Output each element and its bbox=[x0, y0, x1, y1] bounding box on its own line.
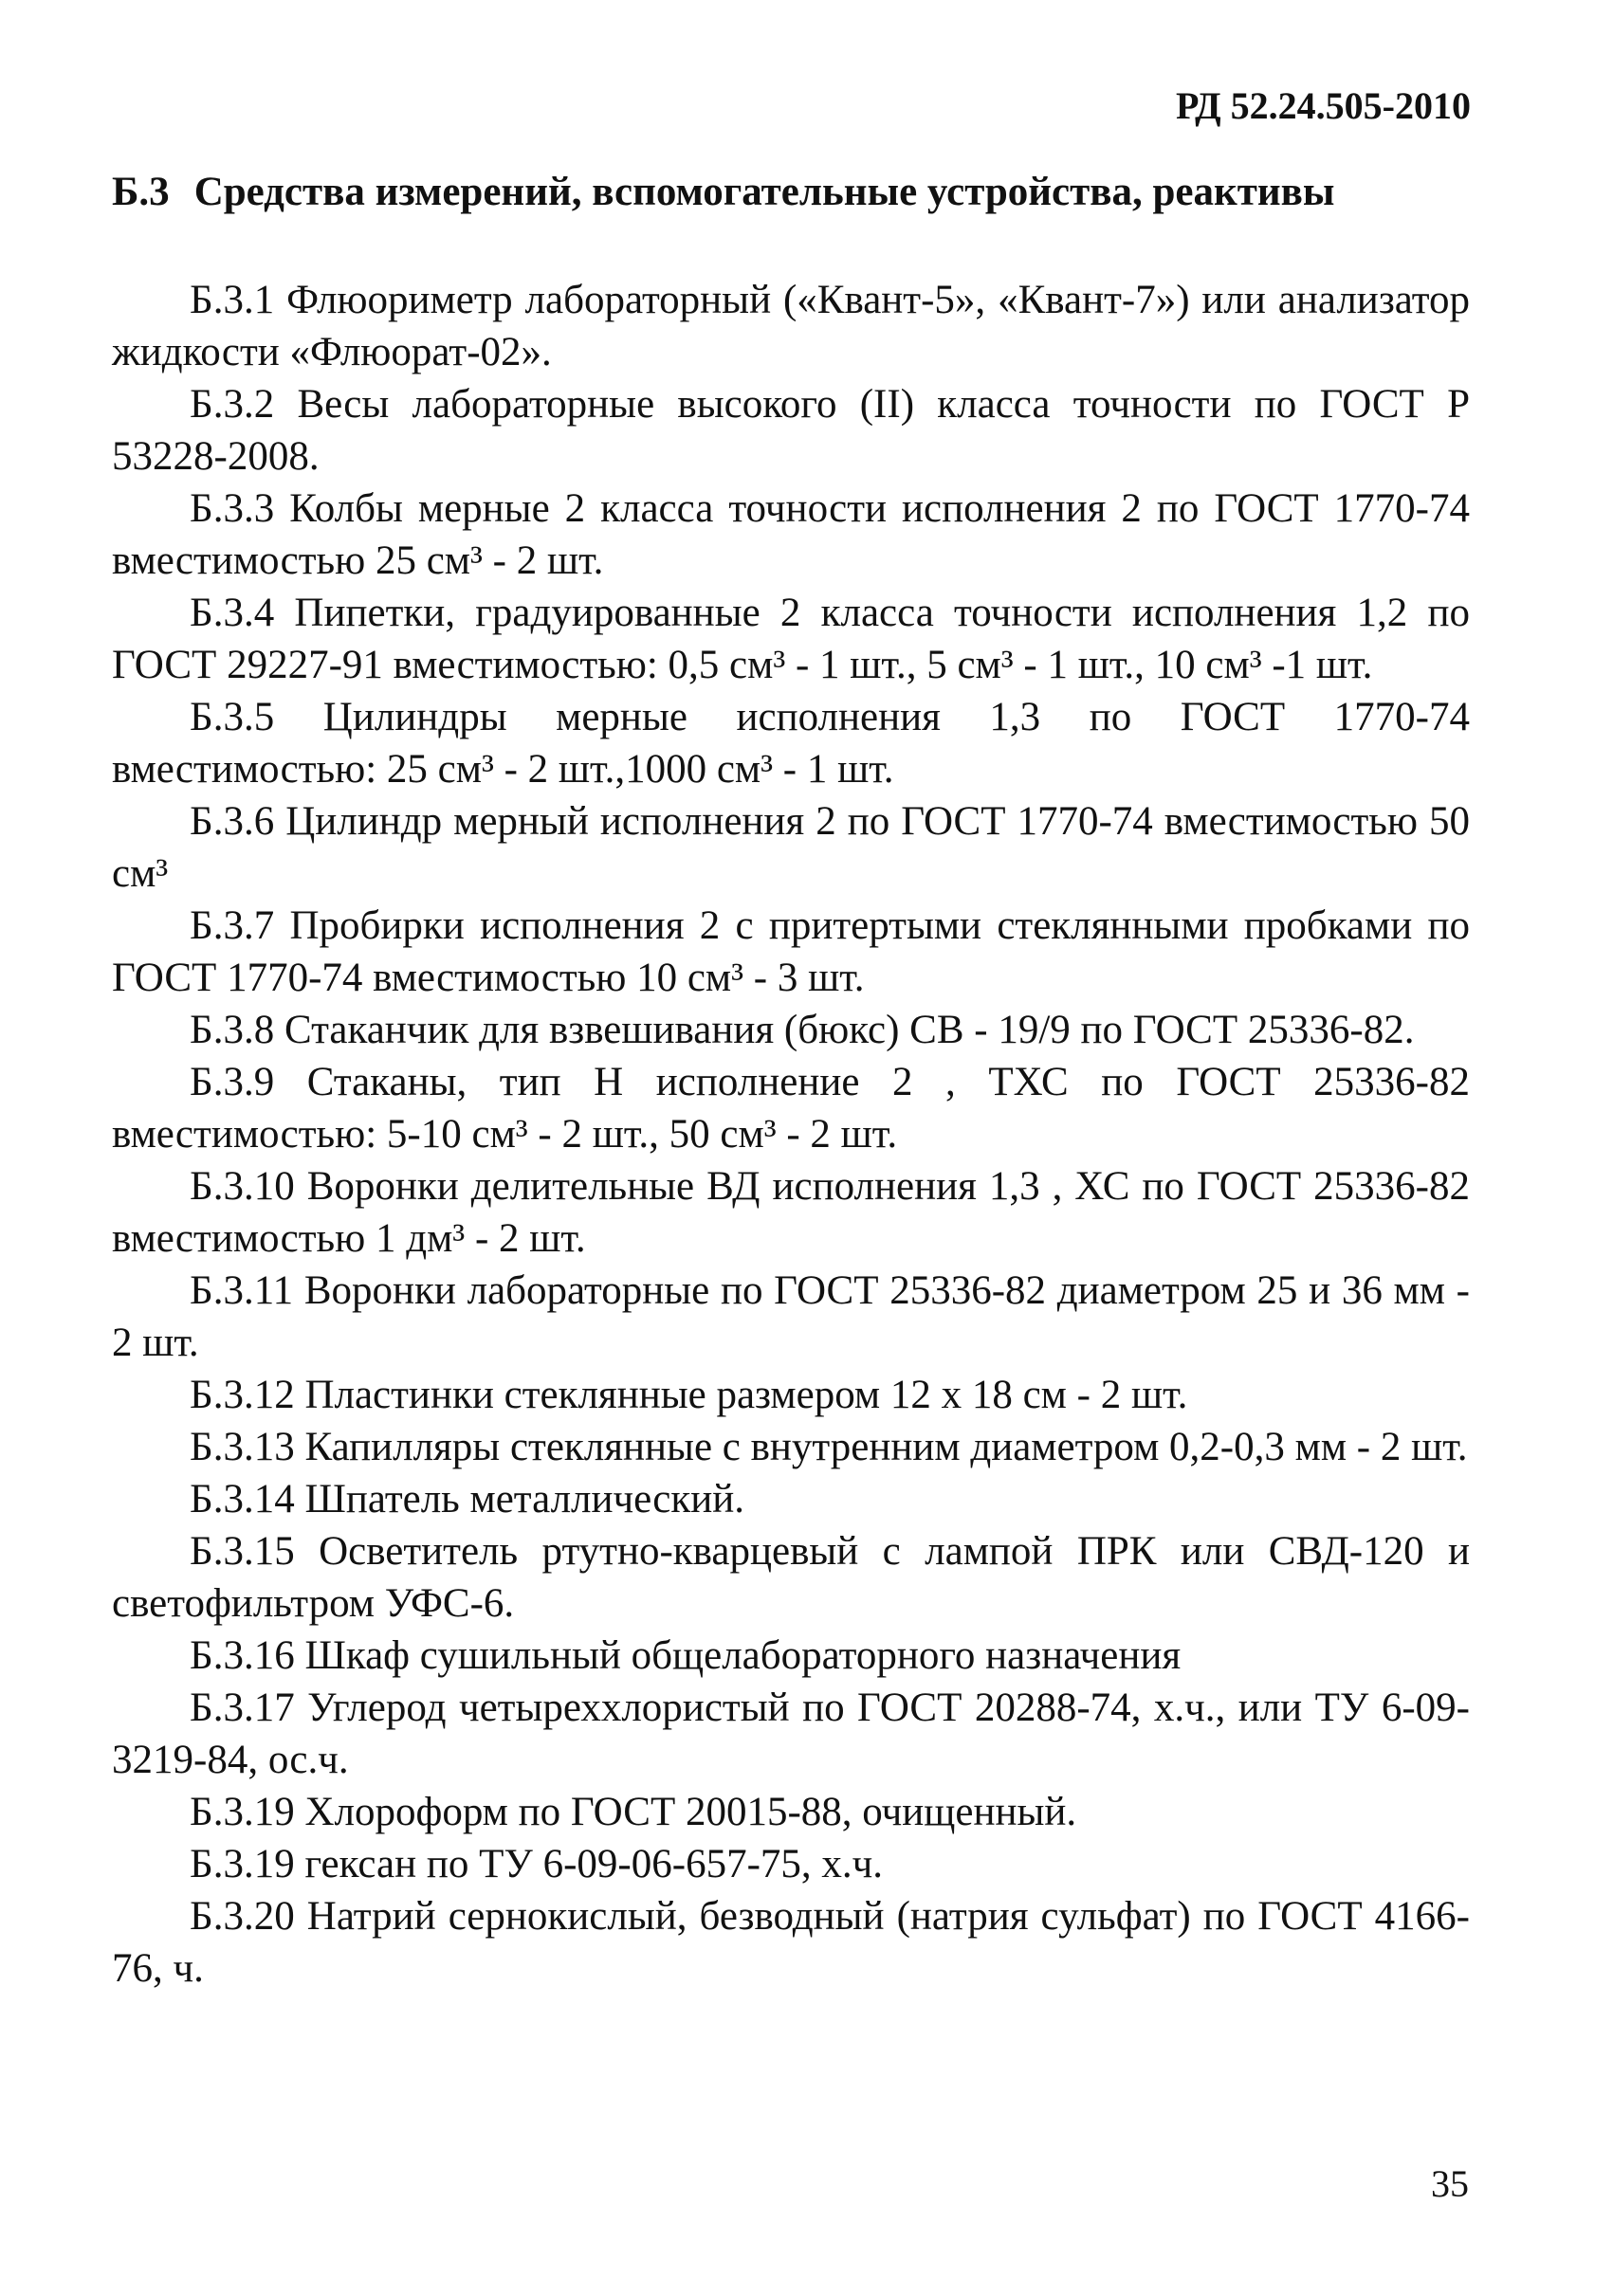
item-text: Капилляры стеклянные с внутренним диаметром 0,2-0,3 мм - 2 шт. bbox=[304, 1425, 1468, 1469]
item-text: Флюориметр лабораторный («Квант-5», «Квант-7») или анализатор жидкости «Флюорат-02». bbox=[112, 278, 1471, 374]
item-number: Б.3.4 bbox=[190, 591, 275, 635]
item-number: Б.3.5 bbox=[190, 695, 275, 739]
section-number: Б.3 bbox=[112, 170, 170, 214]
item-number: Б.3.8 bbox=[190, 1008, 275, 1052]
item-text: Шпатель металлический. bbox=[304, 1477, 745, 1522]
item-number: Б.3.15 bbox=[190, 1529, 295, 1574]
item-number: Б.3.11 bbox=[190, 1268, 294, 1313]
list-item bbox=[112, 1421, 1470, 1473]
item-text: Стаканчик для взвешивания (бюкс) СВ - 19/9 по ГОСТ 25336-82. bbox=[284, 1008, 1415, 1052]
item-number: Б.3.3 bbox=[190, 486, 275, 531]
document-code: РД 52.24.505-2010 bbox=[1176, 84, 1471, 127]
list-item bbox=[112, 1525, 1470, 1630]
item-number: Б.3.12 bbox=[190, 1373, 295, 1417]
item-number: Б.3.19 bbox=[190, 1790, 295, 1834]
item-text: Пипетки, градуированные 2 класса точности исполнения 1,2 по ГОСТ 29227-91 вместимостью: 0,5 см³ - 1 шт., 5 см³ - 1 шт., 10 см³ -1 шт. bbox=[112, 591, 1471, 687]
item-text: Пробирки исполнения 2 с притертыми стеклянными пробками по ГОСТ 1770-74 вместимостью 10 см³ - 3 шт. bbox=[112, 903, 1471, 1000]
item-number: Б.3.1 bbox=[190, 278, 275, 322]
list-item bbox=[112, 274, 1470, 378]
list-item bbox=[112, 1838, 1470, 1890]
item-number: Б.3.2 bbox=[190, 382, 275, 427]
item-text: Углерод четыреххлористый по ГОСТ 20288-74, х.ч., или ТУ 6-09-3219-84, ос.ч. bbox=[112, 1686, 1470, 1782]
item-number: Б.3.20 bbox=[190, 1894, 295, 1939]
list-item bbox=[112, 795, 1470, 900]
list-item bbox=[112, 483, 1470, 587]
section-heading bbox=[112, 166, 1470, 219]
item-number: Б.3.10 bbox=[190, 1164, 295, 1209]
list-item bbox=[112, 378, 1470, 483]
item-number: Б.3.16 bbox=[190, 1633, 295, 1678]
item-text: Осветитель ртутно-кварцевый с лампой ПРК или СВД-120 и светофильтром УФС-6. bbox=[112, 1529, 1470, 1626]
item-number: Б.3.7 bbox=[190, 903, 275, 948]
item-text: Хлороформ по ГОСТ 20015-88, очищенный. bbox=[304, 1790, 1077, 1834]
item-text: Шкаф сушильный общелабораторного назначения bbox=[304, 1633, 1182, 1678]
item-number: Б.3.14 bbox=[190, 1477, 295, 1522]
list-item bbox=[112, 1369, 1470, 1421]
section-title: Средства измерений, вспомогательные устройства, реактивы bbox=[193, 170, 1335, 214]
page-content bbox=[112, 166, 1470, 1995]
item-text: Воронки лабораторные по ГОСТ 25336-82 диаметром 25 и 36 мм - 2 шт. bbox=[112, 1268, 1470, 1365]
list-item bbox=[112, 1786, 1470, 1838]
list-item bbox=[112, 1630, 1470, 1682]
item-text: Цилиндр мерный исполнения 2 по ГОСТ 1770-74 вместимостью 50 см³ bbox=[112, 799, 1471, 896]
item-text: Цилиндры мерные исполнения 1,3 по ГОСТ 1770-74 вместимостью: 25 см³ - 2 шт.,1000 см³ - 1 шт. bbox=[112, 695, 1470, 792]
items-list bbox=[112, 274, 1470, 1995]
list-item bbox=[112, 1890, 1470, 1995]
item-text: Колбы мерные 2 класса точности исполнения 2 по ГОСТ 1770-74 вместимостью 25 см³ - 2 шт. bbox=[112, 486, 1470, 583]
list-item bbox=[112, 1473, 1470, 1525]
item-text: Пластинки стеклянные размером 12 х 18 см - 2 шт. bbox=[304, 1373, 1188, 1417]
item-number: Б.3.9 bbox=[190, 1060, 275, 1104]
page-number: 35 bbox=[1431, 2162, 1469, 2205]
list-item bbox=[112, 1004, 1470, 1056]
item-text: гексан по ТУ 6-09-06-657-75, х.ч. bbox=[304, 1842, 884, 1886]
item-number: Б.3.19 bbox=[190, 1842, 295, 1886]
list-item bbox=[112, 1682, 1470, 1786]
list-item bbox=[112, 900, 1470, 1004]
item-text: Стаканы, тип Н исполнение 2 , ТХС по ГОСТ 25336-82 вместимостью: 5-10 см³ - 2 шт., 50 см³ - 2 шт. bbox=[112, 1060, 1470, 1157]
item-text: Воронки делительные ВД исполнения 1,3 , ХС по ГОСТ 25336-82 вместимостью 1 дм³ - 2 шт. bbox=[112, 1164, 1470, 1261]
item-number: Б.3.17 bbox=[190, 1686, 295, 1730]
list-item bbox=[112, 587, 1470, 691]
list-item bbox=[112, 1160, 1470, 1265]
item-number: Б.3.6 bbox=[190, 799, 275, 844]
item-text: Весы лабораторные высокого (II) класса точности по ГОСТ Р 53228-2008. bbox=[112, 382, 1470, 479]
item-text: Натрий сернокислый, безводный (натрия сульфат) по ГОСТ 4166-76, ч. bbox=[112, 1894, 1471, 1991]
list-item bbox=[112, 1056, 1470, 1160]
list-item bbox=[112, 1265, 1470, 1369]
list-item bbox=[112, 691, 1470, 795]
item-number: Б.3.13 bbox=[190, 1425, 295, 1469]
